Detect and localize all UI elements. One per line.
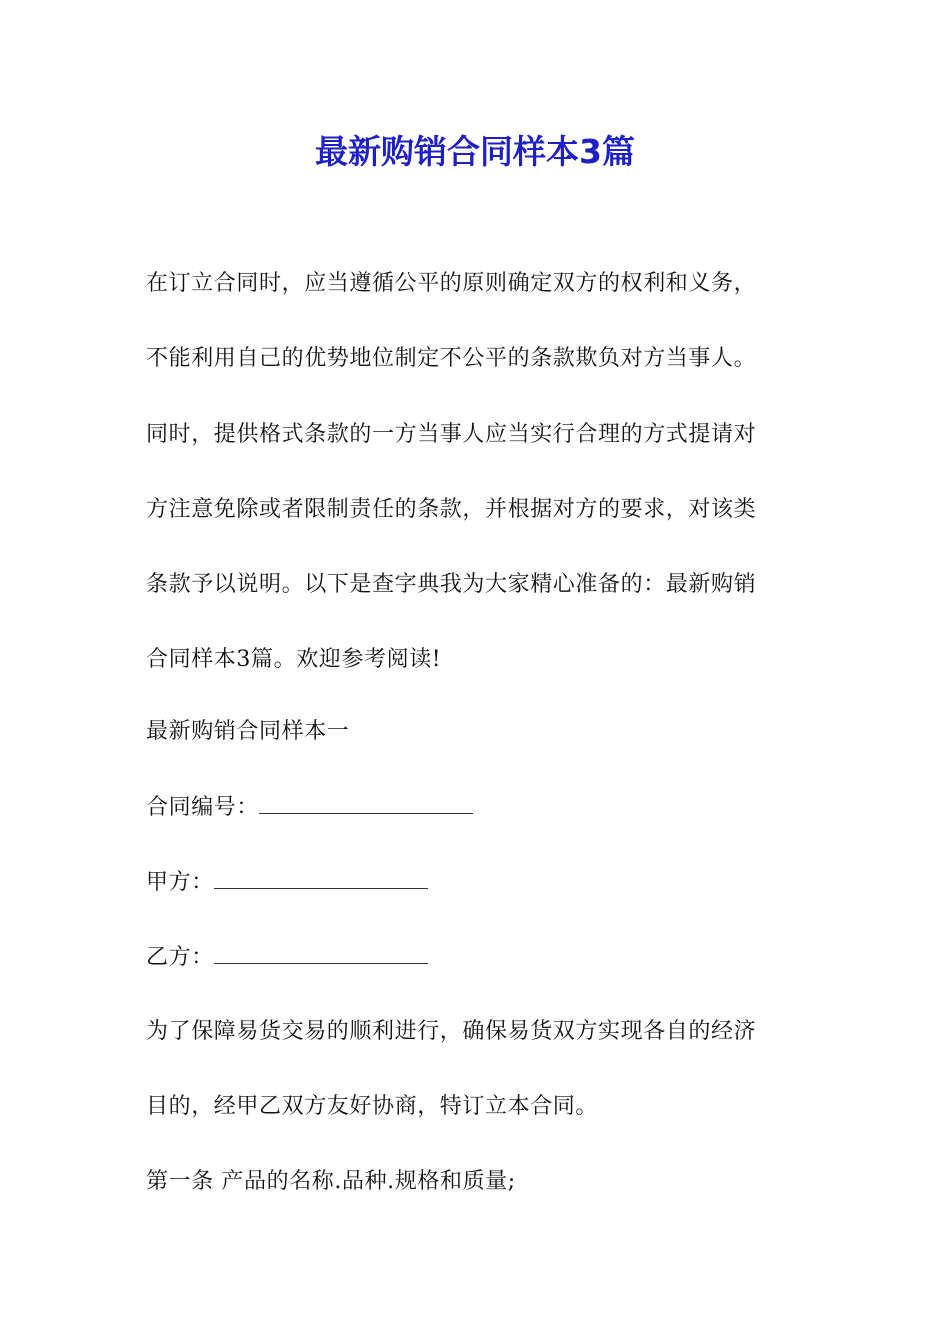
party-a-field [146,867,826,899]
purpose-line-2: 目的，经甲乙双方友好协商，特订立本合同。 [146,1094,599,1119]
intro-line-3: 同时，提供格式条款的一方当事人应当实行合理的方式提请对 [146,422,757,447]
contract-number-label: 合同编号： [146,795,260,820]
intro-line-4: 方注意免除或者限制责任的条款，并根据对方的要求，对该类 [146,497,757,522]
intro-line-1: 在订立合同时，应当遵循公平的原则确定双方的权利和义务， [146,271,757,296]
party-b-blank [214,945,428,964]
contract-number-field [146,792,826,824]
intro-line-5: 条款予以说明。以下是查字典我为大家精心准备的：最新购销 [146,572,757,597]
party-b-field [146,942,826,974]
section-heading: 最新购销合同样本一 [146,719,350,744]
party-a-label: 甲方： [146,870,214,895]
purpose-line-1: 为了保障易货交易的顺利进行，确保易货双方实现各自的经济 [146,1019,757,1044]
article-1-heading: 第一条 产品的名称.品种.规格和质量; [146,1169,516,1194]
party-b-label: 乙方： [146,945,214,970]
intro-line-6: 合同样本3篇。欢迎参考阅读! [146,647,442,672]
contract-number-blank [259,795,473,814]
intro-line-2: 不能利用自己的优势地位制定不公平的条款欺负对方当事人。 [146,346,757,371]
document-title: 最新购销合同样本3篇 [315,132,635,171]
party-a-blank [214,870,428,889]
